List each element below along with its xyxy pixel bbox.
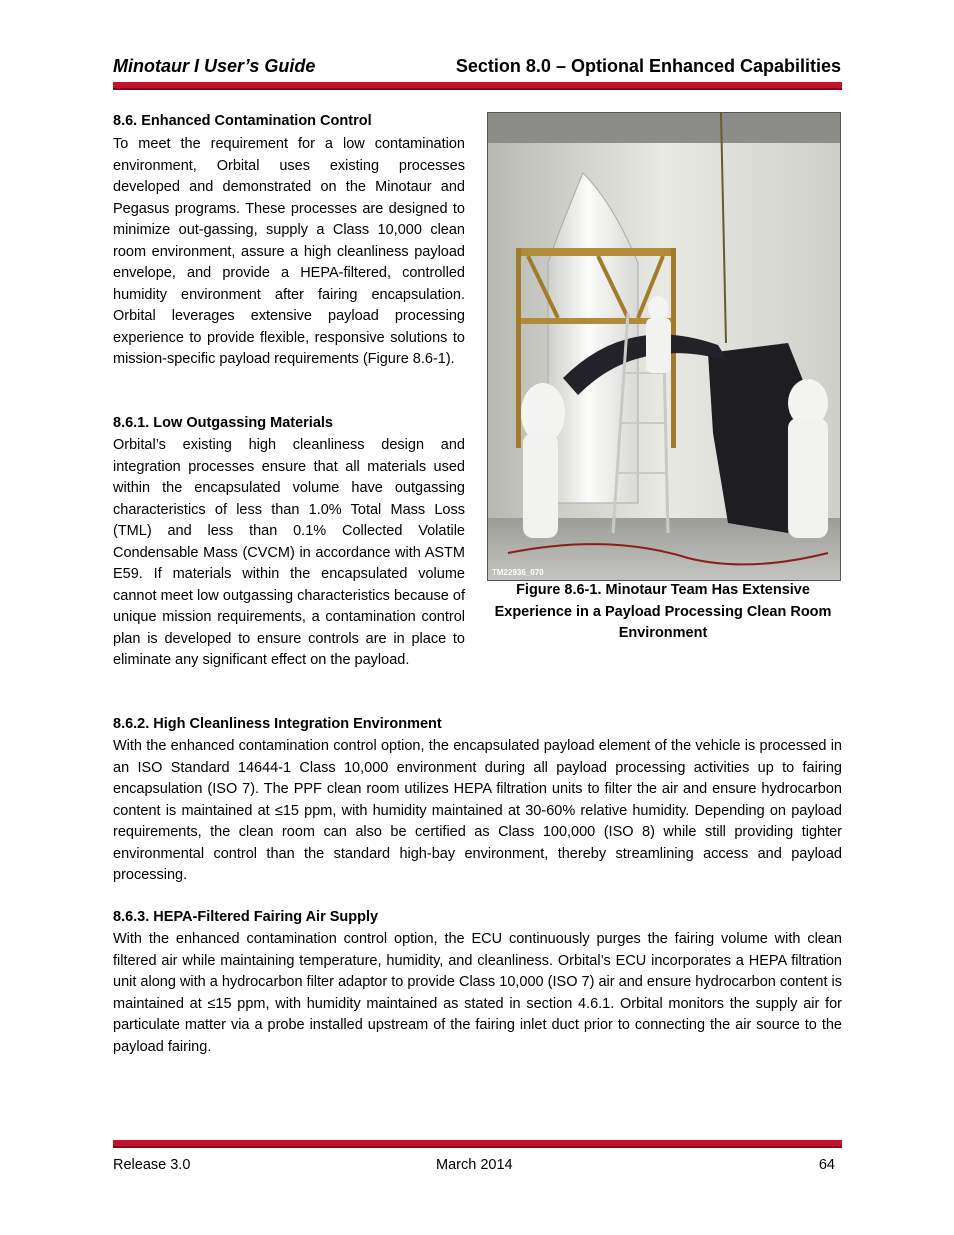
document-title: Minotaur I User’s Guide (113, 56, 316, 76)
page-number: 64 (818, 1157, 835, 1173)
paragraph-8-6: To meet the requirement for a low contamination environment, Orbital uses existing processes developed and demonstrated on the Minotaur and Pegasus programs. These processes are designed to minimize out-gassing, supply a Class 10,000 clean room environment, assure a high cleanliness payload envelope, and provide a HEPA-filtered, controlled humidity environment after fairing encapsulation. Orbital leverages extensive payload processing experience to provide flexible, responsive solutions to mission-specific payload requirements (Figure 8.6-1). (113, 136, 465, 367)
heading-8-6-2: 8.6.2. High Cleanliness Integration Environment (113, 716, 442, 732)
date-label: March 2014 (436, 1157, 513, 1173)
paragraph-8-6-3: With the enhanced contamination control option, the ECU continuously purges the fairing volume with clean filtered air while maintaining temperature, humidity, and cleanliness. Orbital’s ECU incorporates a HEPA filtration unit along with a hydrocarbon filter adaptor to provide Class 10,000 (ISO 7) air and ensure hydrocarbon content is maintained at ≤15 ppm, with humidity maintained as stated in section 4.6.1. Orbital monitors the supply air for particulate matter via a probe installed upstream of the fairing inlet duct prior to connecting the air source to the payload fairing. (113, 931, 842, 1055)
photo-tag: TM22936_070 (492, 568, 544, 577)
paragraph-8-6-2: With the enhanced contamination control option, the encapsulated payload element of the vehicle is processed in an ISO Standard 14644-1 Class 10,000 environment during all payload processing activities up to fairing encapsulation (ISO 7). The PPF clean room utilizes HEPA filtration units to filter the air and ensure hydrocarbon content is maintained at ≤15 ppm, with humidity maintained at 30-60% relative humidity. Depending on payload requirements, the clean room can also be certified as Class 100,000 (ISO 8) while still providing tighter environmental control than the standard high-bay environment, thereby streamlining access and payload processing. (113, 738, 842, 883)
paragraph-8-6-1: Orbital’s existing high cleanliness design and integration processes ensure that all materials used within the encapsulated volume have outgassing characteristics of less than 1.0% Total Mass Loss (TML) and less than 0.1% Collected Volatile Condensable Mass (CVCM) in accordance with ASTM E59. If materials within the encapsulated volume cannot meet low outgassing characteristics because of unique mission requirements, a contamination control plan is developed to ensure controls are in place to eliminate any significant effect on the payload. (113, 437, 465, 668)
heading-8-6-1: 8.6.1. Low Outgassing Materials (113, 415, 333, 431)
heading-8-6-3: 8.6.3. HEPA-Filtered Fairing Air Supply (113, 909, 379, 925)
heading-8-6: 8.6. Enhanced Contamination Control (113, 113, 372, 129)
release-label: Release 3.0 (113, 1157, 191, 1173)
footer-rule (113, 1140, 842, 1148)
section-title: Section 8.0 – Optional Enhanced Capabilities (455, 56, 841, 76)
header-rule (113, 82, 842, 90)
figure-caption: Figure 8.6-1. Minotaur Team Has Extensive Experience in a Payload Processing Clean Room Environment (494, 582, 832, 641)
cleanroom-photo (487, 112, 841, 581)
